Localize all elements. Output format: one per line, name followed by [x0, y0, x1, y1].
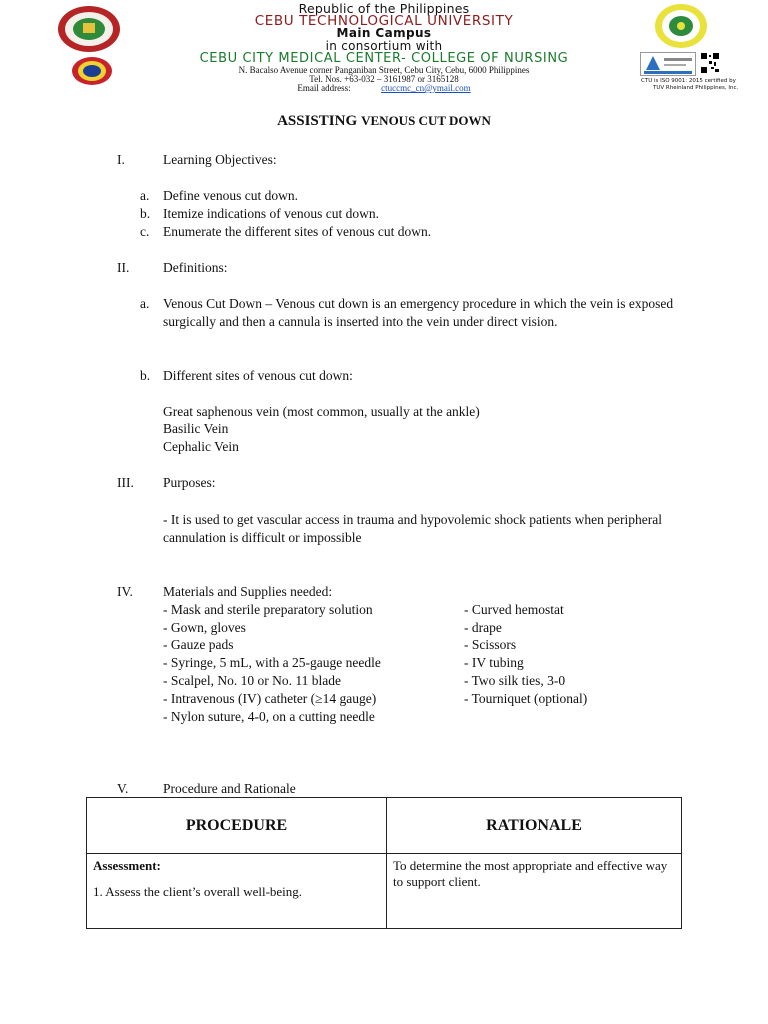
- materials-right-item: - Tourniquet (optional): [464, 691, 588, 706]
- iso-caption-line-1: CTU is ISO 9001: 2015 certified by: [641, 78, 736, 84]
- email-link[interactable]: ctuccmc_cn@ymail.com: [381, 83, 471, 93]
- email-line: [0, 83, 768, 93]
- procedure-table: [86, 797, 682, 929]
- consortium-line: in consortium with: [325, 39, 443, 53]
- materials-right-item: - Curved hemostat: [464, 602, 564, 617]
- section-4-title: Materials and Supplies needed:: [163, 584, 333, 599]
- objective-item: Itemize indications of venous cut down.: [163, 206, 379, 221]
- procedure-header: PROCEDURE: [87, 798, 387, 854]
- materials-right-item: - Scissors: [464, 637, 517, 652]
- iso-caption-line-2: TUV Rheinland Philippines, Inc.: [653, 85, 739, 91]
- site-item: Great saphenous vein (most common, usually at the ankle): [163, 404, 480, 419]
- objective-letter: b.: [140, 206, 151, 221]
- rationale-header: RATIONALE: [387, 798, 682, 854]
- objective-letter: c.: [140, 224, 150, 239]
- table-header-row: [87, 798, 682, 854]
- section-3-number: III.: [117, 475, 134, 490]
- campus-name: Main Campus: [336, 26, 432, 40]
- document-title: [0, 112, 768, 130]
- section-4-number: IV.: [117, 584, 133, 599]
- republic-line: Republic of the Philippines: [298, 1, 470, 16]
- email-label: Email address:: [297, 83, 351, 93]
- site-item: Basilic Vein: [163, 421, 229, 436]
- objective-letter: a.: [140, 188, 150, 203]
- site-item: Cephalic Vein: [163, 439, 239, 454]
- materials-left-item: - Gauze pads: [163, 637, 234, 652]
- college-name: CEBU CITY MEDICAL CENTER- COLLEGE OF NURSING: [199, 51, 569, 66]
- section-2-title: Definitions:: [163, 260, 228, 275]
- section-1-title: Learning Objectives:: [163, 152, 277, 167]
- definition-b-letter: b.: [140, 368, 151, 383]
- rationale-cell: To determine the most appropriate and effective way to support client.: [387, 854, 682, 929]
- procedure-step: 1. Assess the client’s overall well-being.: [93, 884, 303, 899]
- objective-item: Define venous cut down.: [163, 188, 298, 203]
- section-3-title: Purposes:: [163, 475, 216, 490]
- title-rest: VENOUS CUT DOWN: [361, 113, 491, 128]
- procedure-cell: [87, 854, 387, 929]
- purpose-text: - It is used to get vascular access in trauma and hypovolemic shock patients when peripheral cannulation is difficult or impossible: [163, 512, 662, 545]
- tel-line: Tel. Nos. +63-032 – 3161987 or 3165128: [309, 74, 459, 84]
- materials-left-item: - Intravenous (IV) catheter (≥14 gauge): [163, 691, 377, 706]
- university-name: CEBU TECHNOLOGICAL UNIVERSITY: [254, 13, 514, 29]
- objective-item: Enumerate the different sites of venous cut down.: [163, 224, 432, 239]
- materials-right-item: - drape: [464, 620, 502, 635]
- definition-a-text: Venous Cut Down – Venous cut down is an emergency procedure in which the vein is exposed surgically and then a cannula is inserted into the vein under direct vision.: [163, 296, 674, 329]
- section-1-number: I.: [117, 152, 125, 167]
- definition-a-letter: a.: [140, 296, 150, 311]
- assessment-label: Assessment:: [93, 858, 161, 873]
- section-5-number: V.: [117, 781, 129, 796]
- title-main: ASSISTING: [277, 113, 358, 129]
- materials-left-item: - Nylon suture, 4-0, on a cutting needle: [163, 709, 375, 724]
- materials-right-item: - Two silk ties, 3-0: [464, 673, 566, 688]
- materials-left-item: - Scalpel, No. 10 or No. 11 blade: [163, 673, 341, 688]
- materials-left-item: - Syringe, 5 mL, with a 25-gauge needle: [163, 655, 381, 670]
- section-2-number: II.: [117, 260, 130, 275]
- section-5-title: Procedure and Rationale: [163, 781, 296, 796]
- address-line: N. Bacalso Avenue corner Panganiban Street, Cebu City, Cebu, 6000 Philippines: [238, 65, 530, 75]
- materials-left-item: - Mask and sterile preparatory solution: [163, 602, 373, 617]
- definition-b-text: Different sites of venous cut down:: [163, 368, 353, 383]
- table-row: [87, 854, 682, 929]
- materials-left-item: - Gown, gloves: [163, 620, 246, 635]
- materials-right-item: - IV tubing: [464, 655, 524, 670]
